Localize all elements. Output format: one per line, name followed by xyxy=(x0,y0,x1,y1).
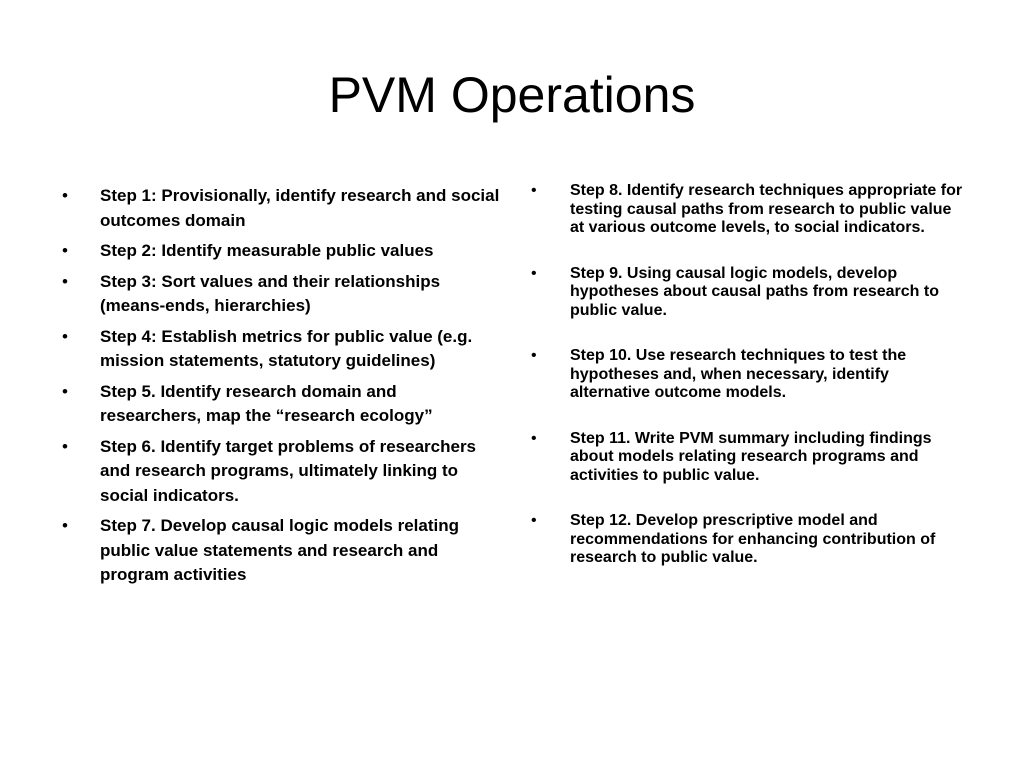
bullet-text: Step 1: Provisionally, identify research and social outcomes domain xyxy=(100,186,500,230)
bullet-item-step-1 xyxy=(60,184,500,233)
bullet-dot: • xyxy=(531,182,537,199)
bullet-text: Step 4: Establish metrics for public value (e.g. mission statements, statutory guidelines) xyxy=(100,326,473,370)
bullet-item-step-2 xyxy=(60,239,500,264)
bullet-item-step-10 xyxy=(530,347,970,403)
bullet-dot: • xyxy=(62,241,68,260)
bullet-text: Step 3: Sort values and their relationships (means-ends, hierarchies) xyxy=(100,271,441,315)
bullet-dot: • xyxy=(62,436,68,456)
bullet-item-step-5 xyxy=(60,380,500,429)
bullet-text: Step 12. Develop prescriptive model and recommendations for enhancing contribution of research to public value. xyxy=(570,512,936,566)
bullet-item-step-12 xyxy=(530,512,970,568)
bullet-item-step-11 xyxy=(530,430,970,486)
bullet-dot: • xyxy=(62,516,68,535)
bullet-text: Step 5. Identify research domain and researchers, map the “research ecology” xyxy=(100,381,433,425)
right-bullet-list xyxy=(530,182,970,595)
bullet-dot: • xyxy=(62,326,68,346)
bullet-item-step-9 xyxy=(530,265,970,321)
bullet-item-step-3 xyxy=(60,270,500,319)
bullet-text: Step 9. Using causal logic models, develop hypotheses about causal paths from research to public value. xyxy=(570,264,939,319)
bullet-dot: • xyxy=(62,271,68,291)
bullet-dot: • xyxy=(531,347,537,364)
bullet-text: Step 10. Use research techniques to test the hypotheses and, when necessary, identify alternative outcome models. xyxy=(570,347,907,401)
bullet-dot: • xyxy=(531,264,537,282)
bullet-text: Step 7. Develop causal logic models relating public value statements and research and program activities xyxy=(100,516,460,584)
left-bullet-list xyxy=(60,184,500,594)
slide-title: PVM Operations xyxy=(328,67,696,123)
bullet-text: Step 11. Write PVM summary including findings about models relating research programs and activities to public value. xyxy=(570,429,932,484)
bullet-dot: • xyxy=(531,512,537,529)
bullet-item-step-8 xyxy=(530,182,970,238)
bullet-dot: • xyxy=(62,186,68,205)
bullet-text: Step 8. Identify research techniques appropriate for testing causal paths from research to public value at various outcome levels, to social indicators. xyxy=(570,182,963,236)
bullet-item-step-7 xyxy=(60,514,500,588)
bullet-item-step-6 xyxy=(60,435,500,509)
bullet-dot: • xyxy=(531,429,537,447)
bullet-text: Step 2: Identify measurable public values xyxy=(100,241,434,260)
bullet-dot: • xyxy=(62,381,68,401)
bullet-item-step-4 xyxy=(60,325,500,374)
bullet-text: Step 6. Identify target problems of researchers and research programs, ultimately linking to social indicators. xyxy=(100,436,477,505)
